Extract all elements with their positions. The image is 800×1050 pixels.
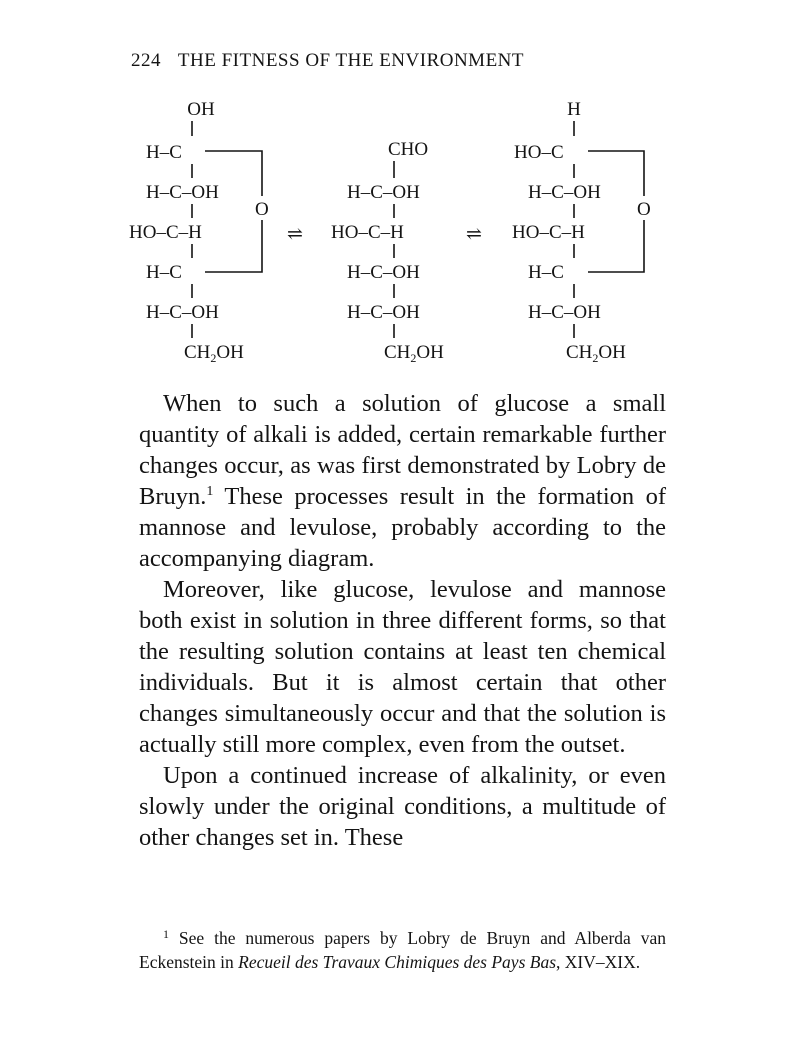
equilibrium-arrow-2: ⇌: [466, 224, 482, 245]
left-bottom-group: $CH_2OH$: [184, 342, 244, 365]
body-text: [139, 388, 666, 853]
right-row-5: H–C–OH: [528, 302, 601, 323]
paragraph-2: Moreover, like glucose, levulose and mannose both exist in solution in three different forms, so that the resulting solution contains at least ten chemical individuals. But it is almost certain that other changes simultaneously occur and that the solution is actually still more complex, even from the outset.: [139, 576, 666, 758]
left-ring-oxygen: O: [255, 199, 269, 220]
right-row-1: HO–C: [514, 142, 564, 163]
middle-bottom-group: $CH_2OH$: [384, 342, 444, 365]
structure-left: [129, 99, 269, 365]
footnote-ref: 1: [206, 484, 214, 499]
glucose-mannose-levulose-diagram: [0, 0, 800, 380]
page-number: 224: [131, 50, 161, 71]
structure-middle: [331, 139, 444, 365]
left-top-group: OH: [187, 99, 215, 120]
middle-row-1: H–C–OH: [347, 182, 420, 203]
left-row-5: H–C–OH: [146, 302, 219, 323]
right-top-group: H: [567, 99, 581, 120]
equilibrium-arrow-1: ⇌: [287, 224, 303, 245]
footnote: $^1$ See the numerous papers by Lobry de Bruyn and Alberda van Eckenstein in Recueil des Travaux Chimiques des Pays Bas, XIV–XIX.: [139, 927, 666, 972]
middle-row-2: HO–C–H: [331, 222, 404, 243]
right-row-2: H–C–OH: [528, 182, 601, 203]
right-row-3: HO–C–H: [512, 222, 585, 243]
running-title: THE FITNESS OF THE ENVIRONMENT: [177, 50, 525, 71]
journal-title: Recueil des Travaux Chimiques des Pays Bas: [238, 952, 557, 972]
left-row-3: HO–C–H: [129, 222, 202, 243]
left-row-4: H–C: [146, 262, 182, 283]
middle-top-group: CHO: [387, 139, 429, 160]
paragraph-3: Upon a continued increase of alkalinity, or even slowly under the original conditions, a multitude of other changes set in. These: [139, 762, 666, 851]
right-bottom-group: $CH_2OH$: [566, 342, 626, 365]
footnote-marker: 1: [163, 927, 169, 941]
middle-row-4: H–C–OH: [347, 302, 420, 323]
paragraph-1: When to such a solution of glucose a small quantity of alkali is added, certain remarkable further changes occur, as was first demonstrated by Lobry de Bruyn.$^1$ These processes result in the formation of mannose and levulose, probably according to the accompanying diagram.: [139, 390, 666, 572]
right-ring-oxygen: O: [637, 199, 651, 220]
left-row-2: H–C–OH: [146, 182, 219, 203]
left-row-1: H–C: [146, 142, 182, 163]
middle-row-3: H–C–OH: [347, 262, 420, 283]
right-row-4: H–C: [528, 262, 564, 283]
structure-right: [512, 99, 651, 365]
